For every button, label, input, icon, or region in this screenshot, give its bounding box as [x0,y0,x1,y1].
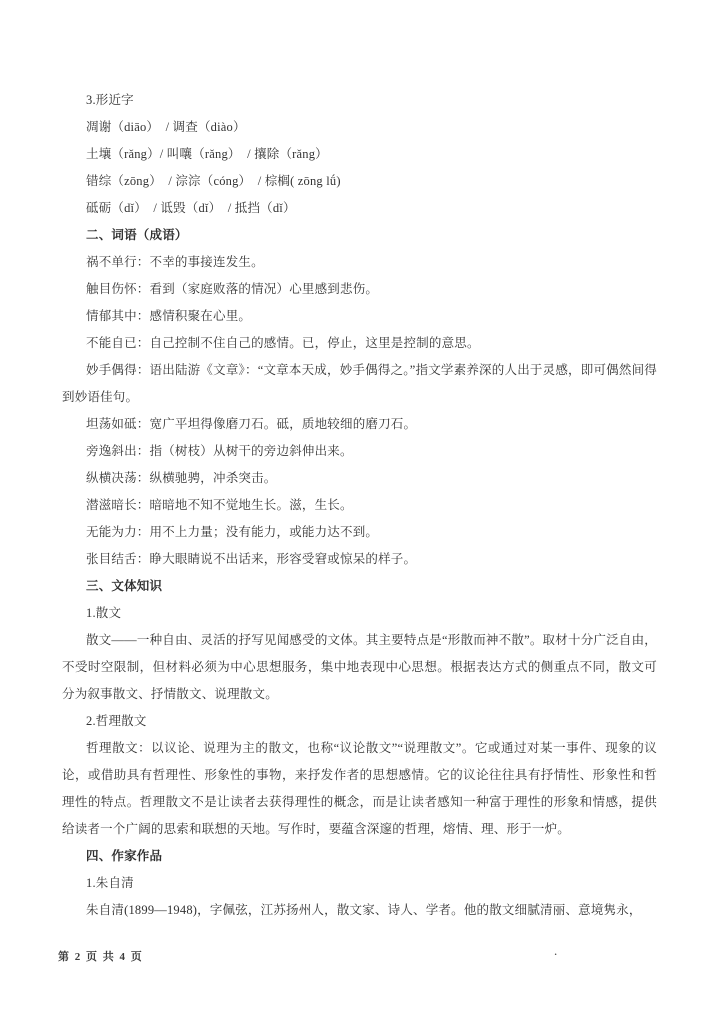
pinyin-line-diao: 凋谢（diāo） / 调查（diào） [86,120,246,134]
pinyin-line-rang: 土壤（rǎng）/ 叫嚷（rǎng） / 攘除（rǎng） [86,147,328,161]
section-heading-wenti: 三、文体知识 [86,579,163,593]
idiom-entry-qingyuqizhong: 情郁其中：感情积聚在心里。 [86,309,252,323]
page-number: 第 2 页 共 4 页 [58,951,144,963]
idiom-entry-chumushanghuai: 触目伤怀：看到（家庭败落的情况）心里感到悲伤。 [86,282,379,296]
pinyin-line-zong: 错综（zōng） / 淙淙（cóng） / 棕榈( zōng lǘ) [86,174,341,188]
idiom-entry-qianzianzhang: 潜滋暗长：暗暗地不知不觉地生长。滋，生长。 [86,498,353,512]
idiom-entry-zhangmujieshe: 张目结舌：睁大眼睛说不出话来，形容受窘或惊呆的样子。 [86,552,417,566]
subheading-sanwen: 1.散文 [86,606,122,620]
idiom-entry-pangyixiechu: 旁逸斜出：指（树枝）从树干的旁边斜伸出来。 [86,444,353,458]
subheading-zheli-sanwen: 2.哲理散文 [86,714,147,728]
stray-mark: . [554,943,558,958]
idiom-entry-miaoshououde: 妙手偶得：语出陆游《文章》：“文章本天成，妙手偶得之。”指文学素养深的人出于灵感，即可偶然间得到妙语佳句。 [62,363,657,404]
idiom-entry-tandangrudi: 坦荡如砥：宽广平坦得像磨刀石。砥，质地较细的磨刀石。 [86,417,417,431]
paragraph-zheli-sanwen: 哲理散文：以议论、说理为主的散文，也称“议论散文”“说理散文”。它或通过对某一事件、现象的议论，或借助具有哲理性、形象性的事物，来抒发作者的思想感情。它的议论往往具有抒情性、形象性和哲理性的特点。哲理散文不是让读者去获得理性的概念，而是让读者感知一种富于理性的形象和情感，提供给读者一个广阔的思索和联想的天地。写作时，要蕴含深邃的哲理，熔情、理、形于一炉。 [62,741,657,836]
subheading-zhuziqing: 1.朱自清 [86,876,134,890]
page-content [62,87,657,924]
idiom-entry-zonghengjuedang: 纵横决荡：纵横驰骋，冲杀突击。 [86,471,277,485]
heading-xingjinzi: 3.形近字 [86,93,134,107]
paragraph-sanwen: 散文——一种自由、灵活的抒写见闻感受的文体。其主要特点是“形散而神不散”。取材十分广泛自由，不受时空限制，但材料必须为中心思想服务，集中地表现中心思想。根据表达方式的侧重点不同，散文可分为叙事散文、抒情散文、说理散文。 [62,633,657,701]
section-heading-ciyu: 二、词语（成语） [86,228,188,242]
idiom-entry-wunengweili: 无能为力：用不上力量；没有能力，或能力达不到。 [86,525,379,539]
section-heading-zuojia: 四、作家作品 [86,849,163,863]
pinyin-line-di: 砥砺（dǐ） / 诋毁（dǐ） / 抵挡（dǐ） [86,201,296,215]
idiom-entry-bunengziyi: 不能自已：自己控制不住自己的感情。已，停止，这里是控制的意思。 [86,336,480,350]
idiom-entry-huobudanxing: 祸不单行：不幸的事接连发生。 [86,255,264,269]
paragraph-zhuziqing: 朱自清(1899—1948)，字佩弦，江苏扬州人，散文家、诗人、学者。他的散文细腻清丽、意境隽永， [86,903,642,917]
